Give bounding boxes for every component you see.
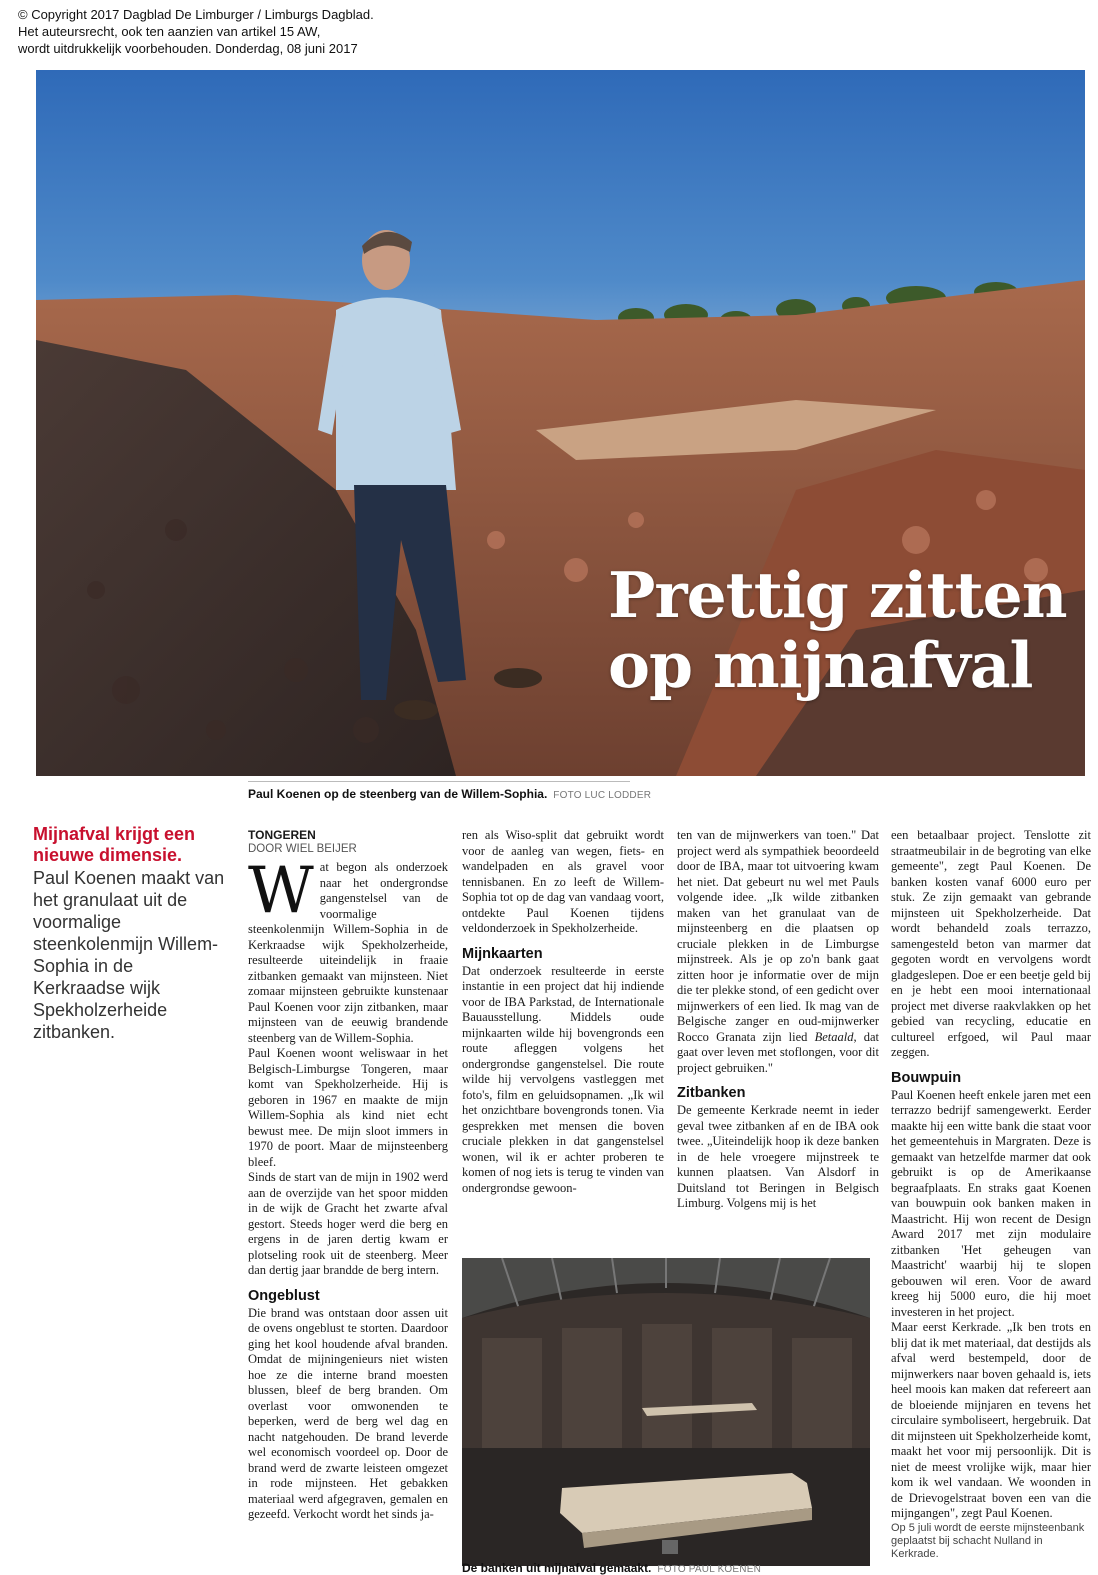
paragraph	[677, 828, 879, 1076]
headline-line-1: Prettig zitten	[608, 558, 1067, 632]
paragraph-text: , dat gaat over leven met stoflongen, voor dit project gebruiken."	[677, 1029, 880, 1075]
caption-divider	[248, 781, 630, 782]
subheading: Mijnkaarten	[462, 945, 543, 962]
bench-caption	[462, 1561, 761, 1575]
paragraph: Dat onderzoek resulteerde in eerste instantie in een project dat hij indiende voor de IBA Parkstad, de Internationale Bauausstellung. Middels oude mijnkaarten wilde hij bovengronds een route afleggen volgens het ondergrondse gangenstelsel. Die route wilde hij vervolgens vastleggen met foto's, film en geluidsopnamen. „Ik wil het onzichtbare bovengronds tonen. Via gesprekken met mensen die boven cruciale plekken in dat gangenstelsel wonen, wil ik er achter proberen te komen of nog iets is terug te vinden van ondergrondse gewoon-	[462, 963, 664, 1195]
copyright-line: © Copyright 2017 Dagblad De Limburger / Limburgs Dagblad.	[18, 7, 374, 22]
bench-illustration	[462, 1258, 870, 1566]
paragraph: Paul Koenen woont weliswaar in het Belgisch-Limburgse Tongeren, maar komt van Spekholzerheide. Hij is geboren in 1967 en maakte de mijn Willem-Sophia als kind niet echt bewust mee. De mijn sloot immers in 1970 de poort. Maar de mijnsteenberg bleef.	[248, 1046, 448, 1169]
drop-cap: W	[248, 854, 314, 928]
article-column-3	[677, 828, 879, 1212]
paragraph: at begon als onderzoek naar het ondergrondse gangenstelsel van de voormalige steenkolenmijn Willem-Sophia in de Kerkraadse wijk Spekholzerheide, resulteerde uiteindelijk in fraaie zitbanken gemaakt van mijnsteen. Niet zomaar mijnsteen gebruikte kunstenaar Paul Koenen voor zijn zitbanken, maar mijnsteen van de eeuwig brandende steenberg van de Willem-Sophia.	[248, 860, 448, 1045]
intro-kicker: Mijnafval krijgt een nieuwe dimensie.	[33, 824, 196, 865]
paragraph-text: ten van de mijnwerkers van toen." Dat project werd als sympathiek beoordeeld door de IBA, maar tot uitvoering kwam het niet. Dat gebeurt nu wel met Pauls volgende idee. „Ik wilde zitbanken maken van het granulaat van de mijnsteenberg en die plaatsen op cruciale plekken in de Limburgse mijnstreek. Als je op zo'n bank gaat zitten hoor je informatie over de mijn die ter plekke stond, of een gedicht over mijnwerkers of een lied. Ik mag van de Belgische zanger en oud-mijnwerker Rocco Granata zijn lied	[677, 828, 879, 1044]
bench-photo	[462, 1258, 870, 1566]
subheading: Zitbanken	[677, 1085, 746, 1101]
hero-caption-text: Paul Koenen op de steenberg van de Willem-Sophia.	[248, 787, 548, 801]
headline	[608, 560, 1078, 700]
bench-photo-credit: FOTO PAUL KOENEN	[657, 1564, 761, 1575]
byline: DOOR WIEL BEIJER	[248, 843, 357, 855]
paragraph: Paul Koenen heeft enkele jaren met een terrazzo bedrijf samengewerkt. Eerder maakte hij een witte bank die staat voor het gemeentehuis in Margraten. Deze is gemaakt van hetzelfde marmer dat ook gebruikt is op de Amerikaanse begraafplaats. En straks gaat Koenen van bouwpuin ook banken maken in Maastricht. Hij won recent de Design Award 2017 met zijn modulaire zitbanken 'Het geheugen van Maastricht' waarbij hij te slopen gebouwen wil eren. Voor de award kreeg hij 5000 euro, die hij moet investeren in het project.	[891, 1087, 1091, 1319]
paragraph: Die brand was ontstaan door assen uit de ovens ongeblust te storten. Daardoor ging het kool houdende afval branden. Omdat de mijningenieurs niet wisten hoe ze die interne brand moesten blussen, bleef de berg branden. Om overlast voor omwonenden te beperken, werd de berg wel dag en nacht natgehouden. De brand leverde wel economisch voordeel op. Door de brand werd de zwarte leisteen omgezet in rode mijnsteen. Het gebakken materiaal werd afgegraven, gemalen en gezeefd. Verkocht wordt het sinds ja-	[248, 1305, 448, 1521]
footnote: Op 5 juli wordt de eerste mijnsteenbank geplaatst bij schacht Nulland in Kerkrade.	[891, 1521, 1085, 1560]
paragraph: De gemeente Kerkrade neemt in ieder geval twee zitbanken af en de IBA ook twee. „Uiteindelijk hoop ik deze banken in de hele vroegere mijnstreek te kunnen plaatsen. Van Alsdorf in Duitsland tot Beringen in Belgisch Limburg. Volgens mij is het	[677, 1103, 879, 1210]
intro-block	[33, 824, 228, 1043]
paragraph: Maar eerst Kerkrade. „Ik ben trots en blij dat ik met materiaal, dat destijds als afval werd bestempeld, door de mijnwerkers naar boven gehaald is, iets heel moois kan maken dat refereert aan de bloeiende mijnjaren en tevens het circulaire symboliseert, hergebruik. Dat dit mijnsteen uit Spekholzerheide komt, maakt het voor mij persoonlijk. Dit is niet de meest vrolijke wijk, maar hier kom ik wel vandaan. We woonden in de Drievogelstraat boven een van die mijngangen", zegt Paul Koenen.	[891, 1320, 1091, 1520]
subheading: Bouwpuin	[891, 1069, 962, 1086]
article-column-4	[891, 828, 1091, 1561]
subheading: Ongeblust	[248, 1287, 320, 1304]
paragraph: Sinds de start van de mijn in 1902 werd aan de overzijde van het spoor midden in de wijk de Gracht het zwarte afval gestort. Steeds hoger werd die berg en ergens in de jaren dertig kwam er plotseling rook uit de steenberg. Meer dan dertig jaar brandde de berg intern.	[248, 1170, 448, 1277]
song-title: Betaald	[814, 1029, 854, 1044]
hero-photo-credit: FOTO LUC LODDER	[553, 790, 652, 801]
headline-line-2: op mijnafval	[608, 628, 1033, 702]
copyright-notice	[18, 6, 438, 57]
hero-caption	[248, 787, 651, 803]
dateline: TONGEREN	[248, 828, 316, 842]
article-column-2	[462, 828, 664, 1196]
article-column-1	[248, 828, 448, 1523]
paragraph: een betaalbaar project. Tenslotte zit straatmeubilair in de begroting van elke gemeente", zegt Paul Koenen. De banken kosten vanaf 6000 euro per stuk. Ze zijn gemaakt van gebrande mijnsteen uit Spekholzerheide. Dat wordt behandeld zoals terrazzo, samengesteld beton van marmer dat gegoten wordt en vervolgens wordt gladgeslepen. Doe er een beetje geld bij en je hebt een mooi internationaal project met diverse raakvlakken op het gebied van recycling, educatie en cultureel erfgoed, wil Paul maar zeggen.	[891, 828, 1091, 1059]
copyright-line: Het auteursrecht, ook ten aanzien van artikel 15 AW,	[18, 24, 321, 39]
copyright-line: wordt uitdrukkelijk voorbehouden. Donderdag, 08 juni 2017	[18, 41, 358, 56]
paragraph: ren als Wiso-split dat gebruikt wordt voor de aanleg van wegen, fiets- en wandelpaden en als gravel voor tennisbanen. En zo leeft de Willem-Sophia tot op de dag van vandaag voort, ontdekte Paul Koenen tijdens veldonderzoek in Spekholzerheide.	[462, 828, 664, 935]
intro-body: Paul Koenen maakt van het granulaat uit de voormalige steenkolenmijn Willem-Sophia in de Kerkraadse wijk Spekholzerheide zitbanken.	[33, 868, 225, 1042]
bench-caption-text: De banken uit mijnafval gemaakt.	[462, 1561, 652, 1575]
